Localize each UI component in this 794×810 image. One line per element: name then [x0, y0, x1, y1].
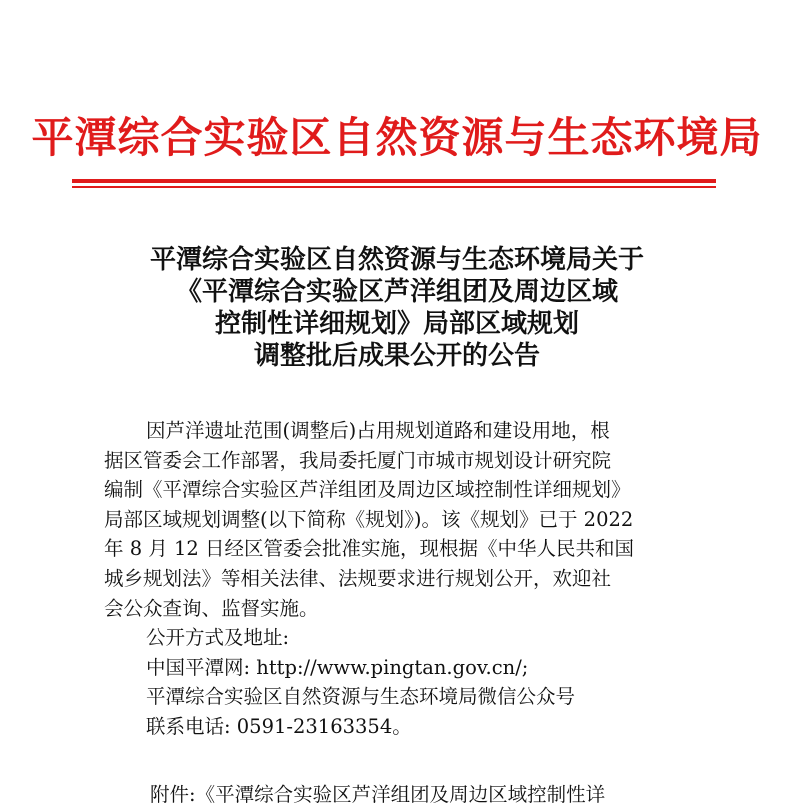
- website-line: 中国平潭网: http://www.pingtan.gov.cn/;: [146, 655, 529, 679]
- wechat-line: 平潭综合实验区自然资源与生态环境局微信公众号: [146, 685, 576, 709]
- title-line-4: 调整批后成果公开的公告: [253, 341, 540, 371]
- header-red-rule-thick: [72, 179, 716, 183]
- body-line-2: 据区管委会工作部署，我局委托厦门市城市规划设计研究院: [104, 448, 612, 472]
- body-line-6: 城乡规划法》等相关法律、法规要求进行规划公开，欢迎社: [104, 566, 612, 590]
- attachment-line-cut: 附件:《平潭综合实验区芦洋组团及周边区域控制性详: [150, 783, 606, 806]
- agency-header-title: 平潭综合实验区自然资源与生态环境局: [31, 113, 763, 162]
- body-line-3: 编制《平潭综合实验区芦洋组团及周边区域控制性详细规划》: [104, 478, 631, 502]
- body-line-1: 因芦洋遗址范围(调整后)占用规划道路和建设用地，根: [146, 419, 610, 442]
- announcement-body: [104, 416, 704, 742]
- title-line-1: 平潭综合实验区自然资源与生态环境局关于: [149, 245, 644, 275]
- disclosure-heading: 公开方式及地址:: [146, 626, 290, 650]
- header-red-rule-thin: [72, 186, 716, 188]
- body-line-5: 年 8 月 12 日经区管委会批准实施，现根据《中华人民共和国: [104, 537, 635, 561]
- title-line-3: 控制性详细规划》局部区域规划: [214, 309, 579, 339]
- phone-line: 联系电话: 0591-23163354。: [146, 714, 412, 738]
- title-line-2: 《平潭综合实验区芦洋组团及周边区域: [175, 277, 618, 307]
- body-line-4: 局部区域规划调整(以下简称《规划》)。该《规划》已于 2022: [104, 507, 634, 531]
- body-line-7: 会公众查询、监督实施。: [104, 596, 319, 620]
- announcement-title: [0, 244, 794, 372]
